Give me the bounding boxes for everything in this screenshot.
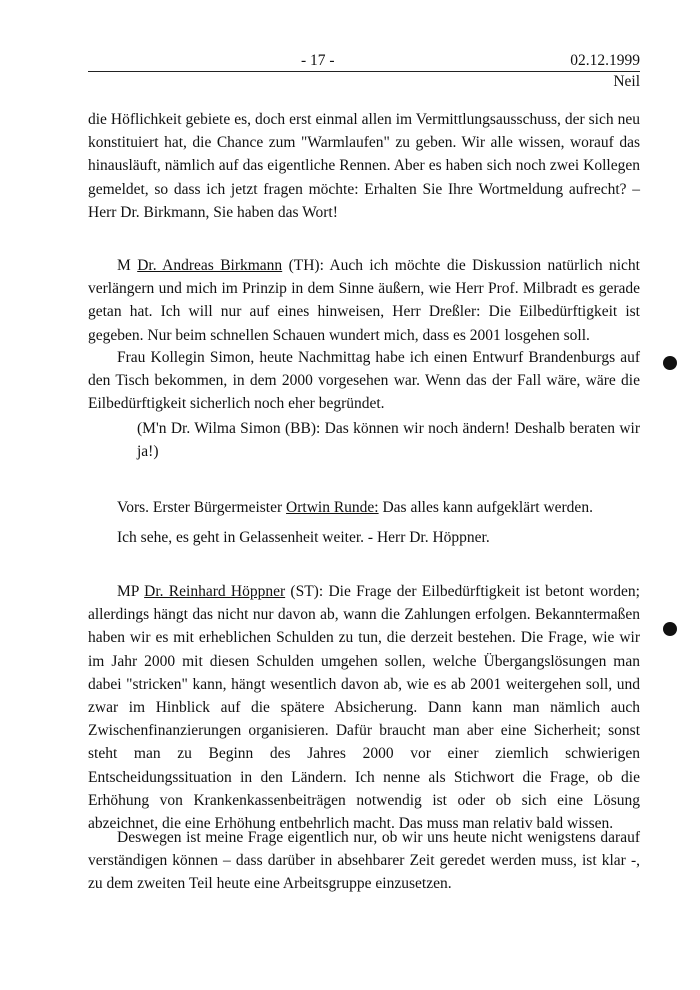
margin-bullet-icon xyxy=(663,356,677,370)
speaker-prefix: MP xyxy=(117,583,145,600)
paragraph-3: Frau Kollegin Simon, heute Nachmittag habe ich einen Entwurf Brandenburgs auf den Tisch bekommen, in dem 2000 vorgesehen war. Wenn das der Fall wäre, wäre die Eilbedürftigkeit sicherlich noch eher begründet. xyxy=(88,349,640,413)
speaker-name: Dr. Andreas Birkmann xyxy=(137,257,283,274)
header-rule xyxy=(88,71,640,72)
speaker-prefix: Vors. Erster Bürgermeister xyxy=(117,499,287,516)
margin-bullet-icon xyxy=(663,622,677,636)
speaker-prefix: M xyxy=(117,257,138,274)
paragraph-1: die Höflichkeit gebiete es, doch erst einmal allen im Vermittlungsausschuss, der sich neu konstituiert hat, die Chance zum "Warmlaufen" zu geben. Wir alle wissen, worauf das hinausläuft, nämlich auf das eigentliche Rennen. Aber es haben sich noch zwei Kollegen gemeldet, so dass ich jetzt fragen möchte: Erhalten Sie Ihre Wortmeldung aufrecht? – Herr Dr. Birkmann, Sie haben das Wort! xyxy=(88,111,640,221)
speech-text: (TH): Auch ich möchte die Diskussion natürlich nicht verlängern und mich im Prinzip in dem Sinne äußern, wie Herr Prof. Milbradt es gerade getan hat. Ich will nur auf eines hinweisen, Herr Dreßler: Die Eilbedürftigkeit ist gegeben. Nur beim schnellen Schauen wundert mich, dass es 2001 losgehen soll. xyxy=(88,257,640,344)
paragraph-7: Deswegen ist meine Frage eigentlich nur, ob wir uns heute nicht wenigstens darauf verständigen können – dass darüber in absehbarer Zeit geredet werden muss, ist klar -, zu dem zweiten Teil heute eine Arbeitsgruppe einzusetzen. xyxy=(88,829,640,893)
header-date: 02.12.1999 xyxy=(570,52,640,69)
paragraph-hoeppner xyxy=(88,580,640,835)
page-header xyxy=(88,52,640,92)
speaker-name: Dr. Reinhard Höppner xyxy=(144,583,286,600)
paragraph-birkmann xyxy=(88,254,640,347)
speaker-name: Ortwin Runde: xyxy=(286,499,379,516)
speech-text: Das alles kann aufgeklärt werden. xyxy=(378,499,593,516)
header-author: Neil xyxy=(613,73,640,90)
interjection: (M'n Dr. Wilma Simon (BB): Das können wir noch ändern! Deshalb beraten wir ja!) xyxy=(137,420,640,461)
page-number: - 17 - xyxy=(301,52,335,69)
speech-text: (ST): Die Frage der Eilbedürftigkeit ist betont worden; allerdings hängt das nicht nur davon ab, wann die Zahlungen erfolgen. Bekanntermaßen haben wir es mit erheblichen Schulden zu tun, die derzeit bestehen. Die Frage, wie wir im Jahr 2000 mit diesen Schulden umgehen sollen, welche Übergangslösungen man dabei "stricken" kann, hängt wesentlich davon ab, wie es ab 2001 weitergehen soll, und zwar im Hinblick auf die spätere Absicherung. Dann kann man nämlich auch Zwischenfinanzierungen organisieren. Dafür braucht man aber eine Sicherheit; sonst steht man zu Beginn des Jahres 2000 vor einer ziemlich schwierigen Entscheidungssituation in den Ländern. Ich nenne als Stichwort die Frage, ob die Erhöhung von Krankenkassenbeiträgen notwendig ist oder ob sich eine Lösung abzeichnet, die eine Erhöhung entbehrlich macht. Das muss man relativ bald wissen. xyxy=(88,583,640,833)
paragraph-runde xyxy=(88,496,640,519)
paragraph-5: Ich sehe, es geht in Gelassenheit weiter. - Herr Dr. Höppner. xyxy=(117,529,490,546)
